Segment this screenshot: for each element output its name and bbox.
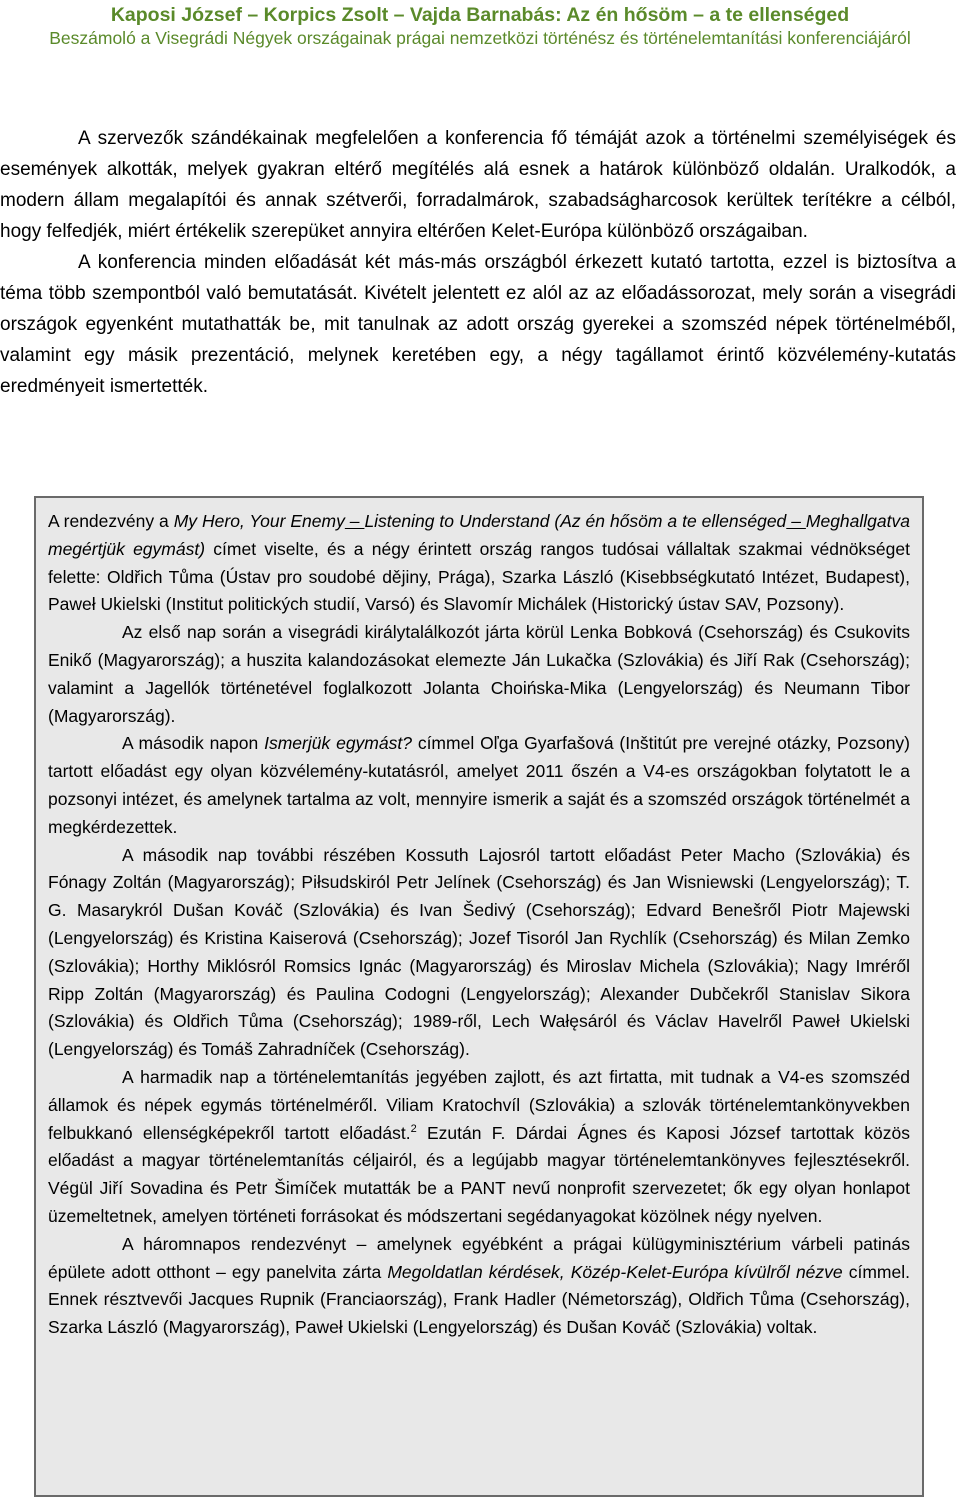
document-header [30,4,930,50]
box-paragraph-6 [48,1231,910,1342]
article-title: Kaposi József – Korpics Zsolt – Vajda Barnabás: Az én hősöm – a te ellenséged [110,4,850,26]
event-title-en-b: Listening to Understand [364,511,550,531]
summary-box [34,496,924,1497]
text-span: A második napon [122,733,265,754]
survey-title: Ismerjük egymást? [264,733,412,754]
text-span: címmel Oľga Gyarfašová (Inštitút pre verejné otázky, Pozsony) tartott előadást egy olyan közvélemény-kutatásról, amelyet 2011 őszén a V4-es országokban folytatott le a pozsonyi intézet, és amelynek tartalma az volt, mennyire ismerik a saját és a szomszéd országok történelmét a megkérdezettek. [48,733,911,837]
box-paragraph-4: A második nap további részében Kossuth Lajosról tartott előadást Peter Macho (Szlovákia) és Fónagy Zoltán (Magyarország); Piłsudskiról Petr Jelínek (Csehország) és Jan Wisniewski (Lengyelország); T. G. Masarykról Dušan Kováč (Szlovákia) és Ivan Šedivý (Csehország); Edvard Benešről Piotr Majewski (Lengyelország) és Kristina Kaiserová (Csehország); Jozef Tisoról Jan Rychlík (Csehország) és Milan Zemko (Szlovákia); Horthy Miklósról Romsics Ignác (Magyarország) és Miroslav Michela (Szlovákia); Nagy Imréről Ripp Zoltán (Magyarország) és Paulina Codogni (Lengyelország); Alexander Dubčekről Stanislav Sikora (Szlovákia) és Oldřich Tůma (Csehország); 1989-ről, Lech Wałęsáról és Václav Havelről Paweł Ukielski (Lengyelország) és Tomáš Zahradníček (Csehország). [48,844,910,1060]
intro-paragraph-2: A konferencia minden előadását két más-más országból érkezett kutató tartotta, ezzel is biztosítva a téma több szempontból való bemutatását. Kivételt jelentett ez alól az az előadássorozat, mely során a visegrádi országok egyenként mutathatták be, mit tanulnak az adott ország gyerekei a szomszéd népek történelméből, valamint egy másik prezentáció, melynek keretében egy, a négy tagállamot érintő közvélemény-kutatás eredményeit ismertették. [0,252,956,397]
event-title-hu-b: Meghallgatva megértjük egymást) [48,511,910,559]
title-dash: – [344,511,365,531]
text-span: A harmadik nap a történelemtanítás jegyében zajlott, és azt firtatta, mit tudnak a V4-es szomszéd államok és népek egymás történelméről. Viliam Kratochvíl (Szlovákia) a szlovák történelemtankönyvekben felbukkanó ellenségképekről tartott előadást. [48,1066,910,1143]
box-paragraph-1 [48,508,910,619]
box-paragraph-2: Az első nap során a visegrádi királytalálkozót járta körül Lenka Bobková (Csehország) és Csukovits Enikő (Magyarország); a huszita kalandozásokat elemezte Ján Lukačka (Szlovákia) és Jiří Rak (Csehország); valamint a Jagellók történetével foglalkozott Jolanta Choińska-Mika (Lengyelország) és Neumann Tibor (Magyarország). [48,622,910,726]
text-span: A háromnapos rendezvényt – amelynek egyébként a prágai külügyminisztérium várbeli patinás épülete adott otthont – egy panelvita zárta [48,1233,910,1282]
article-subtitle: Beszámoló a Visegrádi Négyek országainak prágai nemzetközi történész és történelemtanítási konferenciájáról [49,28,911,48]
text-span: A rendezvény a [48,511,174,531]
text-span: címet viselte, és a négy érintett ország rangos tudósai vállaltak szakmai védnökséget felette: Oldřich Tůma (Ústav pro soudobé dějiny, Prága), Szarka László (Kisebbségkutató Intézet, Budapest), Paweł Ukielski (Institut politických studií, Varsó) és Slavomír Michálek (Historický ústav SAV, Pozsony). [48,538,910,615]
text-span: címmel. Ennek résztvevői Jacques Rupnik (Franciaország), Frank Hadler (Németország), Oldřich Tůma (Csehország), Szarka László (Magyarország), Paweł Ukielski (Lengyelország) és Dušan Kováč (Szlovákia) voltak. [48,1261,910,1338]
text-span: Ezután F. Dárdai Ágnes és Kaposi József tartottak közös előadást a magyar történelemtanítás céljairól, és a legújabb magyar történelemtankönyves fejlesztésekről. Végül Jiří Sovadina és Petr Šimíček mutatták be a PANT nevű nonprofit szervezetet; ők egy olyan honlapot üzemeltetnek, amelyen történeti forrásokat és módszertani segédanyagokat közölnek négy nyelven. [48,1122,910,1226]
event-title-en-a: My Hero, Your Enemy [173,511,345,531]
intro-text [0,123,956,402]
intro-paragraph-1: A szervezők szándékainak megfelelően a konferencia fő témáját azok a történelmi személyiségek és események alkották, melyek gyakran eltérő megítélés alá esnek a határok különböző oldalán. Uralkodók, a modern állam megalapítói és annak szétverői, forradalmárok, szabadságharcosok kerültek terítékre a célból, hogy felfedjék, miért értékelik szerepüket annyira eltérően Kelet-Európa különböző országaiban. [0,128,956,242]
title-dash: – [786,511,806,531]
box-paragraph-3 [48,730,910,841]
panel-title: Megoldatlan kérdések, Közép-Kelet-Európa kívülről nézve [387,1261,843,1282]
event-title-hu-a: (Az én hősöm a te ellenséged [549,511,787,531]
box-paragraph-5 [48,1064,910,1231]
footnote-marker[interactable]: 2 [410,1122,417,1135]
